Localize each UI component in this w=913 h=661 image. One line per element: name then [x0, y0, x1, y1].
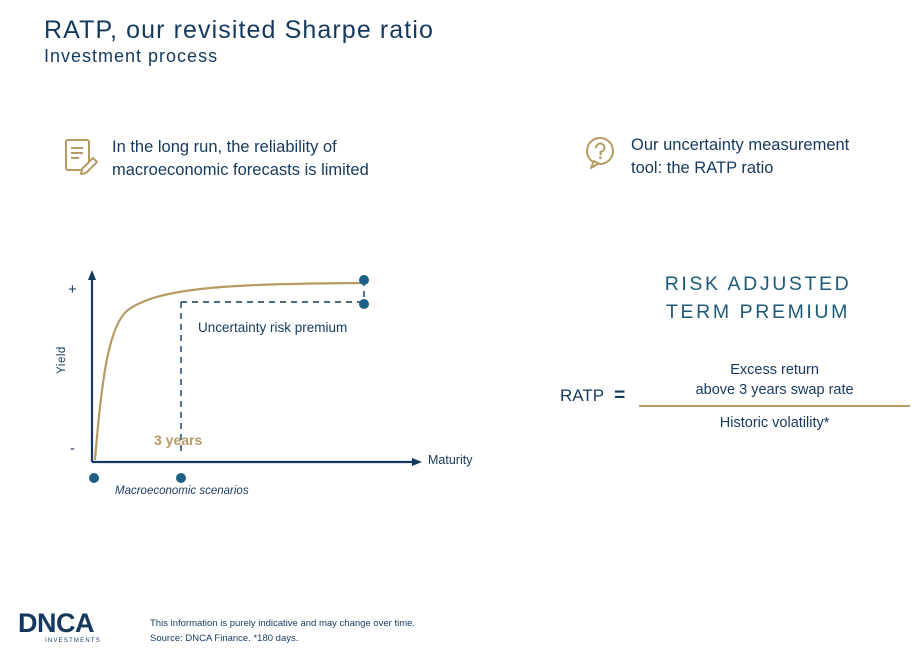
- callout-right-line2: tool: the RATP ratio: [631, 158, 774, 177]
- callout-right-line1: Our uncertainty measurement: [631, 136, 850, 154]
- footnote: [150, 617, 415, 646]
- callout-left-text: [112, 136, 369, 182]
- ratp-formula-label: RATP: [560, 385, 605, 405]
- numerator-line2: above 3 years swap rate: [695, 382, 854, 398]
- uncertainty-premium-label: Uncertainty risk premium: [198, 320, 348, 335]
- page-title-block: [44, 16, 434, 67]
- macroeconomic-scenarios-label: Macroeconomic scenarios: [115, 485, 249, 497]
- fraction-numerator: [639, 360, 910, 405]
- footnote-line2: Source: DNCA Finance. *180 days.: [150, 632, 299, 644]
- callout-right: [585, 134, 913, 180]
- page-title: RATP, our revisited Sharpe ratio: [44, 16, 434, 44]
- footnote-line1: This information is purely indicative and may change over time.: [150, 618, 416, 629]
- logo-wordmark: DNCA: [18, 608, 94, 638]
- three-years-label: 3 years: [154, 432, 203, 448]
- callout-right-text: [631, 134, 849, 180]
- ratp-fraction: [639, 360, 910, 431]
- page-subtitle: Investment process: [44, 45, 219, 66]
- y-axis-top-tick: +: [68, 281, 77, 298]
- dnca-logo: [18, 610, 128, 644]
- y-axis-bottom-tick: -: [70, 440, 75, 457]
- ratp-heading: [605, 270, 911, 327]
- document-pencil-icon: [62, 138, 98, 181]
- fraction-denominator: Historic volatility*: [719, 415, 830, 431]
- ratp-formula: [560, 360, 910, 431]
- callout-left-line1: In the long run, the reliability of: [112, 138, 337, 156]
- question-bubble-icon: [585, 136, 617, 175]
- x-axis-label: Maturity: [428, 453, 473, 467]
- ratp-heading-line1: RISK ADJUSTED: [664, 273, 852, 295]
- y-axis-label: Yield: [55, 346, 68, 374]
- ratp-heading-line2: TERM PREMIUM: [666, 301, 850, 324]
- numerator-line1: Excess return: [730, 362, 819, 378]
- logo-tagline: INVESTMENTS: [45, 638, 101, 644]
- equals-sign: =: [614, 384, 626, 406]
- yield-curve-chart: [50, 262, 510, 512]
- callout-left-line2: macroeconomic forecasts is limited: [112, 160, 369, 179]
- callout-left: [62, 136, 482, 182]
